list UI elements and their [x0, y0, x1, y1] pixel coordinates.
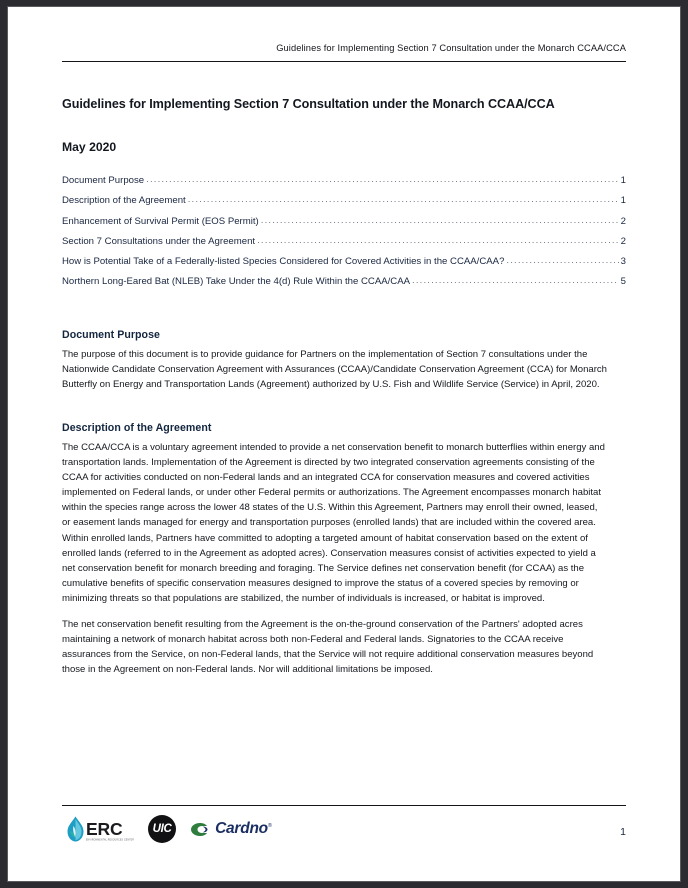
toc-entry-page: 1	[620, 195, 626, 207]
toc-dot-leader	[412, 275, 619, 283]
cardno-trademark: ®	[267, 822, 272, 829]
toc-dot-leader	[146, 174, 619, 182]
cardno-wordmark-text: Cardno	[215, 820, 268, 837]
toc-entry-label: Section 7 Consultations under the Agreement	[62, 235, 256, 247]
toc-dot-leader	[257, 235, 619, 243]
table-of-contents	[62, 175, 626, 297]
toc-entry[interactable]	[62, 236, 626, 256]
toc-entry[interactable]	[62, 256, 626, 276]
toc-entry[interactable]	[62, 216, 626, 236]
footer-logo-row	[67, 815, 272, 843]
flame-leaf-icon	[67, 816, 84, 842]
uic-logo-text: UIC	[152, 823, 172, 835]
section-heading: Description of the Agreement	[62, 422, 212, 434]
page-footer	[62, 815, 626, 855]
document-page	[8, 7, 680, 881]
toc-entry[interactable]	[62, 276, 626, 296]
section-document-purpose	[62, 329, 608, 392]
uic-logo	[148, 815, 176, 843]
toc-entry-page: 1	[620, 175, 626, 186]
toc-entry-page: 3	[620, 256, 626, 268]
erc-wordmark	[86, 820, 134, 842]
cardno-logo-text	[215, 820, 272, 838]
toc-entry[interactable]	[62, 195, 626, 215]
toc-dot-leader	[261, 215, 619, 223]
cardno-logo	[190, 820, 272, 838]
erc-logo-text: ERC	[86, 819, 123, 839]
toc-entry-label: Northern Long-Eared Bat (NLEB) Take Under the 4(d) Rule Within the CCAA/CAA	[62, 276, 411, 288]
page-title: Guidelines for Implementing Section 7 Consultation under the Monarch CCAA/CCA	[62, 97, 555, 111]
section-paragraph: The purpose of this document is to provide guidance for Partners on the implementation of Section 7 consultations under the Nationwide Candidate Conservation Agreement with Assurances (CCAA)/Candidate Conservation Agreement (CCA) for Monarch Butterfly on Energy and Transportation Lands (Agreement) authorized by U.S. Fish and Wildlife Service (Service) in April, 2020.	[62, 349, 607, 391]
page-number: 1	[620, 826, 626, 838]
toc-entry-label: Enhancement of Survival Permit (EOS Permit)	[62, 215, 259, 227]
toc-entry-page: 2	[620, 215, 626, 227]
running-header: Guidelines for Implementing Section 7 Consultation under the Monarch CCAA/CCA	[276, 43, 626, 53]
toc-entry-page: 5	[620, 276, 626, 288]
toc-entry-label: Document Purpose	[62, 175, 145, 186]
cardno-swoosh-icon	[190, 822, 211, 837]
erc-logo	[67, 816, 134, 842]
document-date: May 2020	[62, 140, 117, 154]
footer-rule	[62, 805, 626, 806]
section-description-of-the-agreement	[62, 422, 608, 677]
toc-entry-page: 2	[620, 235, 626, 247]
section-paragraph: The CCAA/CCA is a voluntary agreement intended to provide a net conservation benefit to monarch butterflies within energy and transportation lands. Implementation of the Agreement is directed by two integrated conservation agreements consisting of the CCAA for activities conducted on non-Federal lands and an integrated CCA for conservation measures and covered activities implemented on Federal lands, or under other Federal permits or authorizations. The Agreement encompasses monarch habitat within the species range across the lower 48 states of the U.S. Within this Agreement, Partners may enroll their owned, leased, or easement lands managed for energy and transportation purposes (enrolled lands) that are included within the covered area. Within enrolled lands, Partners have committed to adopting a targeted amount of habitat conservation based on the extent of enrolled lands (referred to in the Agreement as adopted acres). Conservation measures consist of activities expected to yield a net conservation benefit for monarch breeding and foraging. The Service defines net conservation benefit (for CCAA) as the cumulative benefits of specific conservation measures designed to improve the status of a covered species by removing or minimizing threats so that populations are stabilized, the number of individuals is increased, or habitat is improved.	[62, 442, 605, 604]
page-content-area	[62, 7, 626, 881]
section-heading: Document Purpose	[62, 329, 160, 341]
toc-dot-leader	[188, 194, 619, 202]
toc-dot-leader	[506, 255, 619, 263]
section-paragraph: The net conservation benefit resulting from the Agreement is the on-the-ground conservation of the Partners' adopted acres maintaining a network of monarch habitat across both non-Federal and Federal lands. Signatories to the CCAA receive assurances from the Service, on non-Federal lands, that the Service will not require additional conservation measures beyond those in the Agreement on non-Federal lands. Nor will additional limitations be imposed.	[62, 619, 594, 676]
header-rule	[62, 61, 626, 62]
toc-entry[interactable]	[62, 175, 626, 195]
erc-logo-tagline: ENVIRONMENTAL RESOURCES CENTER	[86, 839, 135, 842]
toc-entry-label: Description of the Agreement	[62, 195, 186, 207]
toc-entry-label: How is Potential Take of a Federally-listed Species Considered for Covered Activities in the CCAA/CAA?	[62, 256, 505, 268]
